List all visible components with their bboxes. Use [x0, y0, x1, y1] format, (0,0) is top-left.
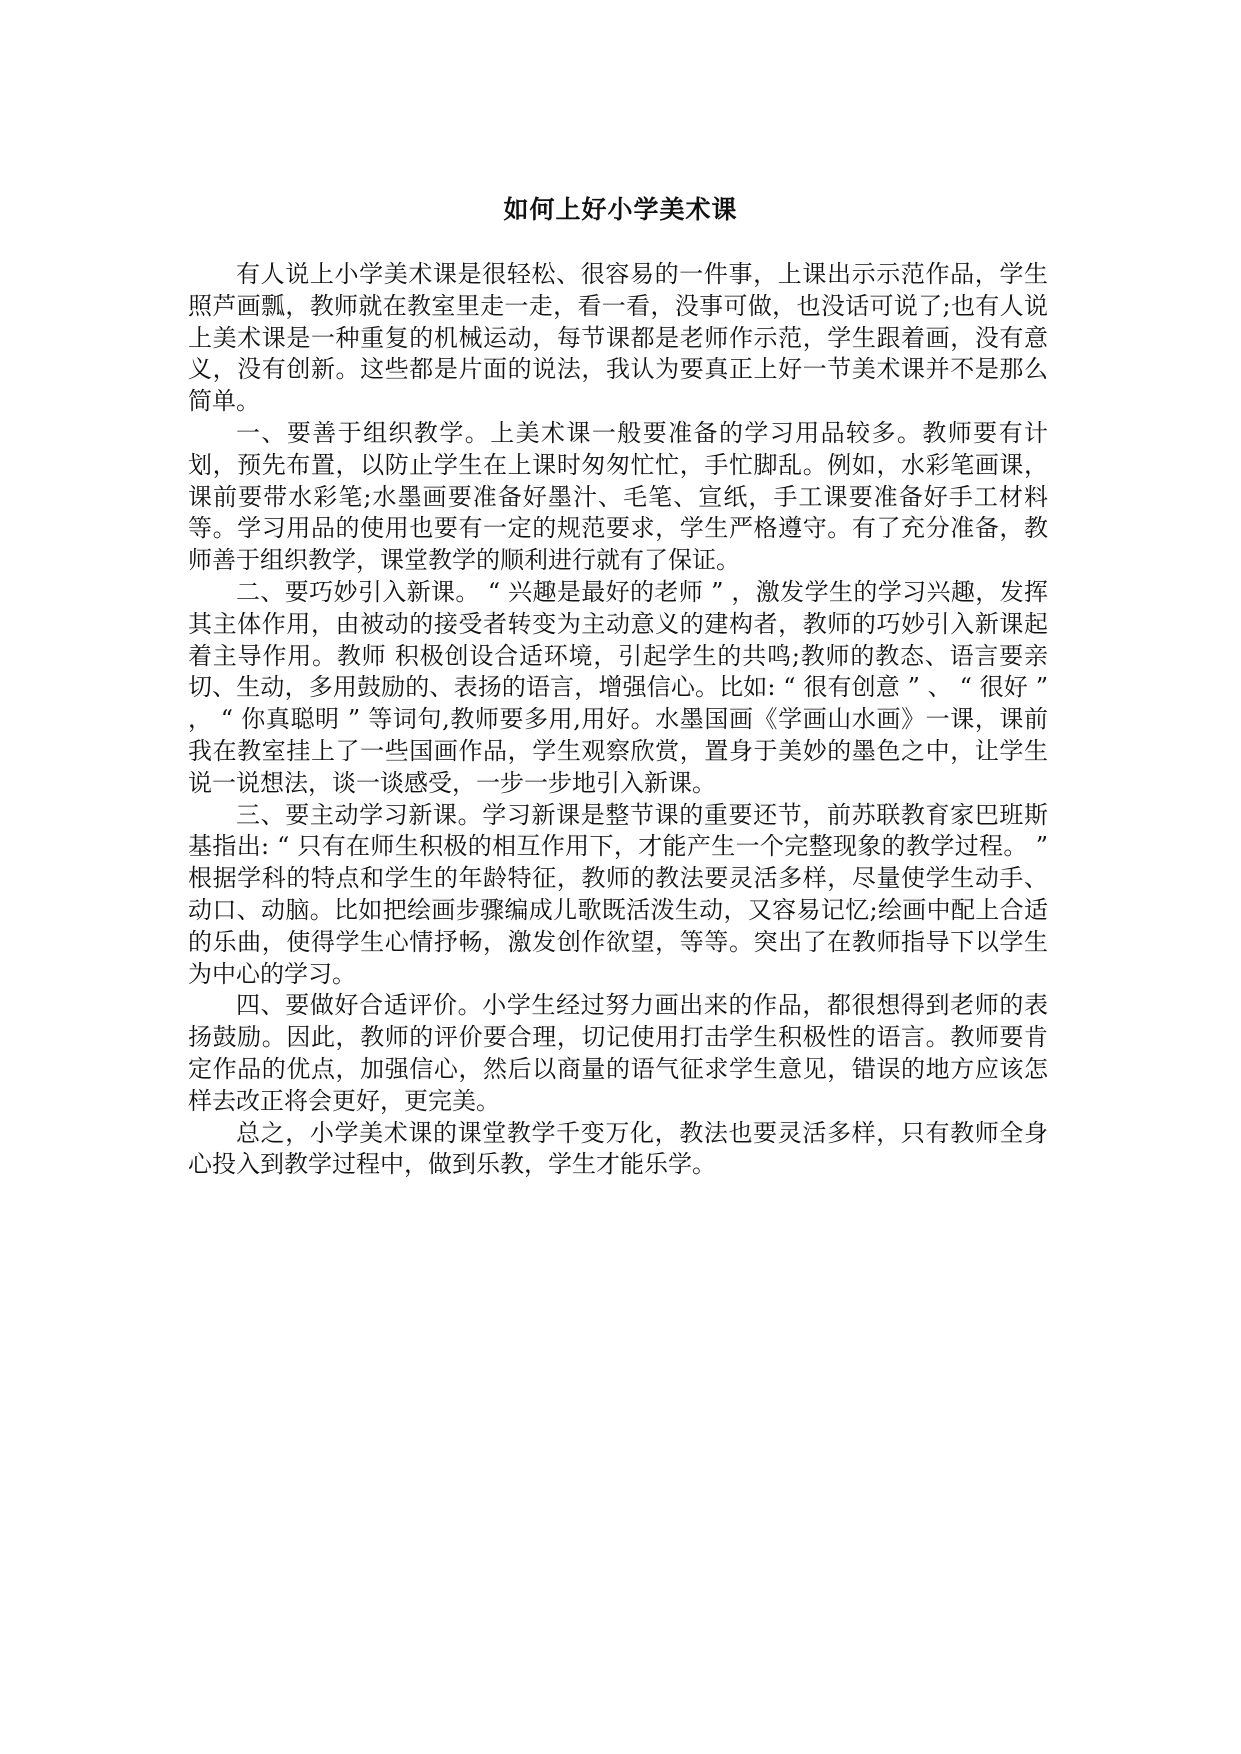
paragraph-organize-teaching: 一、要善于组织教学。上美术课一般要准备的学习用品较多。教师要有计划，预先布置，以防止学生在上课时匆匆忙忙，手忙脚乱。例如，水彩笔画课，课前要带水彩笔;水墨画要准备好墨汁、毛笔、宣纸，手工课要准备好手工材料等。学习用品的使用也要有一定的规范要求，学生严格遵守。有了充分准备，教师善于组织教学，课堂教学的顺利进行就有了保证。 [188, 418, 1048, 575]
paragraph-intro: 有人说上小学美术课是很轻松、很容易的一件事，上课出示示范作品，学生照芦画瓢，教师就在教室里走一走，看一看，没事可做，也没话可说了;也有人说上美术课是一种重复的机械运动，每节课都是老师作示范，学生跟着画，没有意义，没有创新。这些都是片面的说法，我认为要真正上好一节美术课并不是那么简单。 [188, 260, 1048, 416]
paragraph-introduce-new-lesson: 二、要巧妙引入新课。 “ 兴趣是最好的老师 ” ，激发学生的学习兴趣，发挥其主体作用，由被动的接受者转变为主动意义的建构者，教师的巧妙引入新课起着主导作用。教师 积极创设合适环境，引起学生的共鸣;教师的教态、语言要亲切、生动，多用鼓励的、表扬的语言，增强信心。比如: “ 很有创意 ” 、 “ 很好 ” ， “ 你真聪明 ” 等词句,教师要多用,用好。水墨国画《学画山水画》一课，课前我在教室挂上了一些国画作品，学生观察欣赏，置身于美妙的墨色之中，让学生说一说想法，谈一谈感受，一步一步地引入新课。 [188, 577, 1056, 797]
paragraph-conclusion: 总之，小学美术课的课堂教学千变万化，教法也要灵活多样，只有教师全身心投入到教学过程中，做到乐教，学生才能乐学。 [188, 1118, 1048, 1179]
paragraph-active-learning: 三、要主动学习新课。学习新课是整节课的重要还节，前苏联教育家巴班斯基指出: “ 只有在师生积极的相互作用下，才能产生一个完整现象的教学过程。 ” 根据学科的特点和学生的年龄特征，教师的教法要灵活多样，尽量使学生动手、动口、动脑。比如把绘画步骤编成儿歌既活泼生动，又容易记忆;绘画中配上合适的乐曲，使得学生心情抒畅，激发创作欲望，等等。突出了在教师指导下以学生为中心的学习。 [188, 800, 1056, 988]
document-title: 如何上好小学美术课 [503, 195, 738, 224]
document-body [188, 259, 1056, 1181]
paragraph-evaluation: 四、要做好合适评价。小学生经过努力画出来的作品，都很想得到老师的表扬鼓励。因此，教师的评价要合理，切记使用打击学生积极性的语言。教师要肯定作品的优点，加强信心，然后以商量的语气征求学生意见，错误的地方应该怎样去改正将会更好，更完美。 [188, 991, 1048, 1115]
